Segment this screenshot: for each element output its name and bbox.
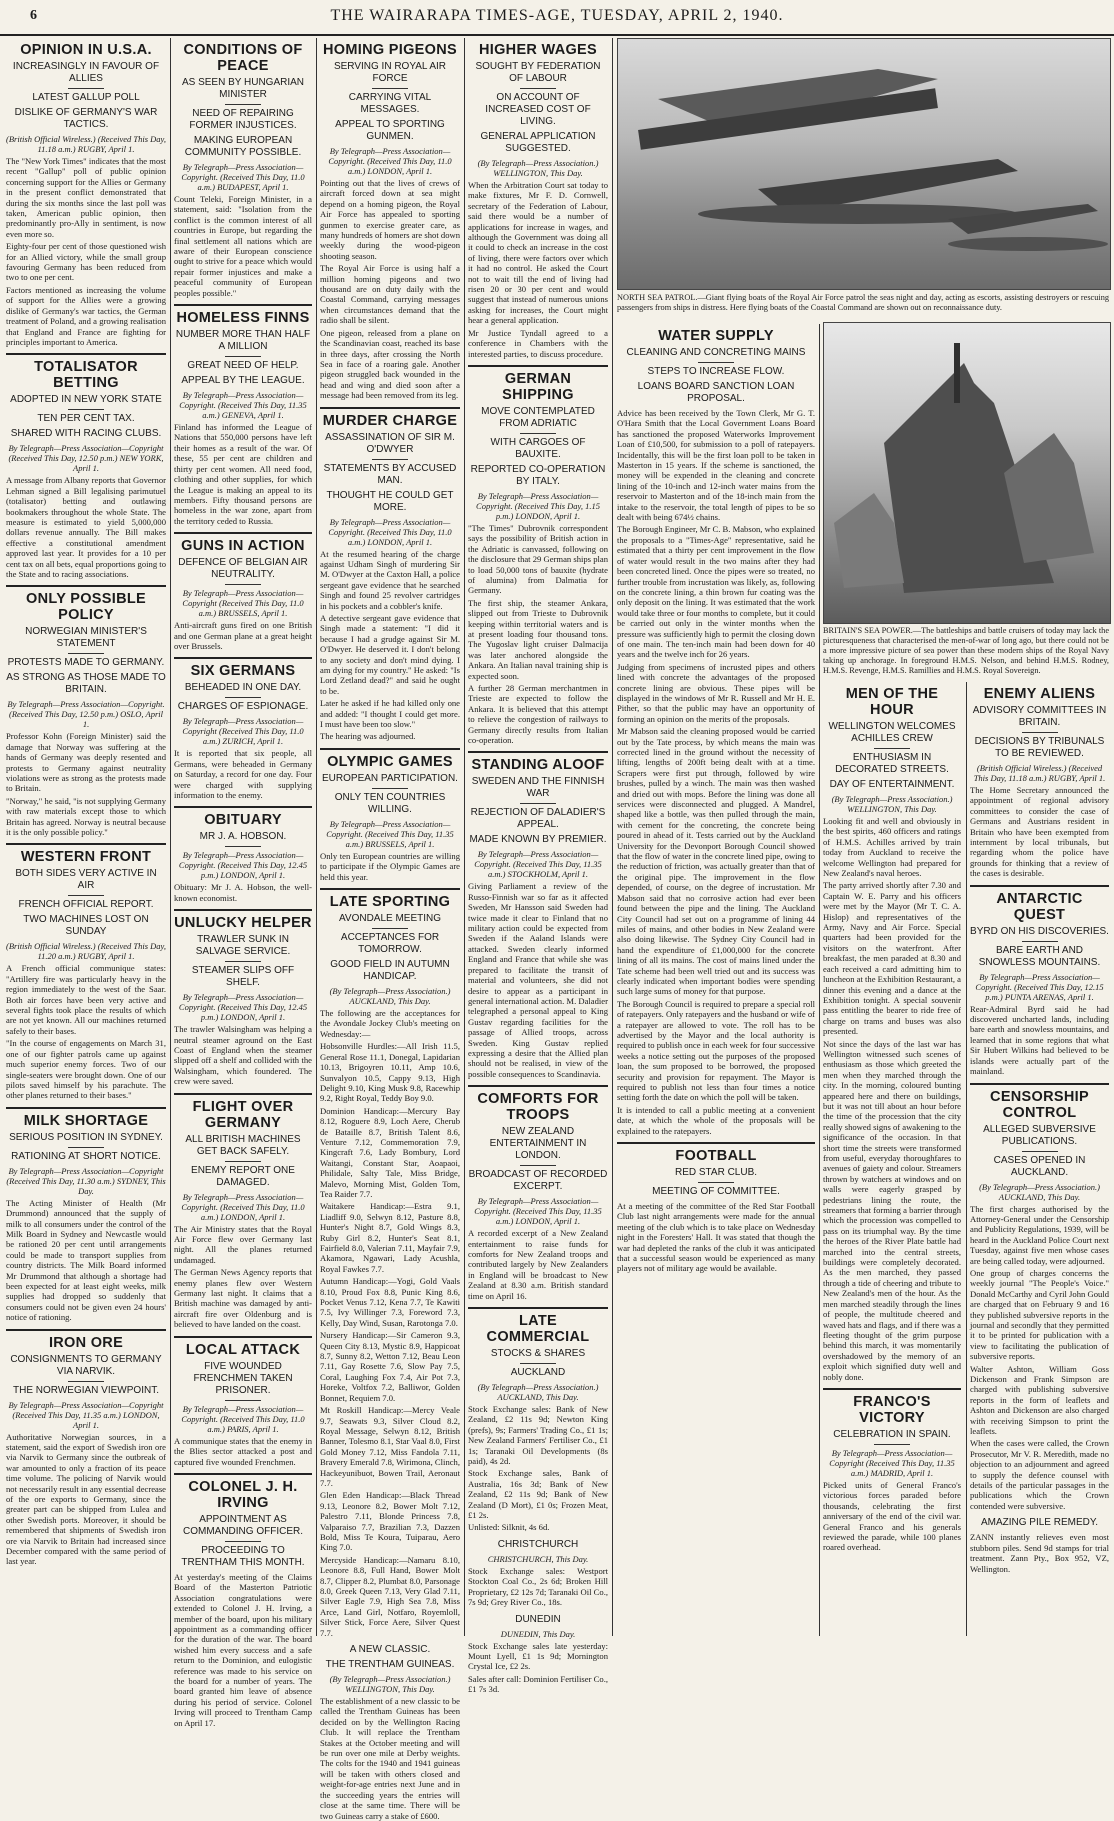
body-paragraph: Giving Parliament a review of the Russo-Finnish war so far as it affected Sweden, Mr Hansson said Sweden had twice made it clear to Finland that no military action could be expected from Sweden if the Aaland Islands were attacked. Sweden clearly informed England and France that while she was prepared to facilitate the transit of material and volunteers, she did not desire to appear as a participant in general international action. M. Daladier telegraphed a personal appeal to King Gustav regarding facilities for the passage of Allied troops, across Sweden. King Gustav replied expressing a desire that the Allied plan should not be realised, in view of the possible consequences to Scandinavia. bbox=[468, 881, 608, 1079]
dateline: By Telegraph—Press Association—Copyright. (Received This Day, 11.35 a.m.) GENEVA, April 1. bbox=[179, 390, 307, 421]
headline: LOCAL ATTACK bbox=[174, 1336, 312, 1358]
divider bbox=[225, 1541, 261, 1542]
dateline: (By Telegraph—Press Association.) AUCKLAND, This Day. bbox=[477, 1382, 599, 1402]
subheadline: DEFENCE OF BELGIAN AIR NEUTRALITY. bbox=[178, 557, 308, 581]
subheadline: WITH CARGOES OF BAUXITE. bbox=[490, 436, 586, 460]
divider bbox=[68, 653, 104, 654]
subheadline: ONLY TEN COUNTRIES WILLING. bbox=[334, 791, 446, 815]
subheadline: CHARGES OF ESPIONAGE. bbox=[177, 701, 309, 713]
body-paragraph: It is reported that six people, all Germans, were beheaded in Germany on Saturday, a record for one day. Four were charged with supplying information to the enemy. bbox=[174, 748, 312, 800]
headline: HOMELESS FINNS bbox=[174, 304, 312, 326]
subheadline: GOOD FIELD IN AUTUMN HANDICAP. bbox=[330, 959, 450, 983]
body-paragraph: Not since the days of the last war has Wellington witnessed such scenes of enthusiasm as those which greeted the men when they marched through the city. In the morning, coloured bunting appeared here and there on buildings, but it was not till about an hour before the time of the procession that the city really showed signs of awakening to the significance of the occasion. In that short time the streets were transformed from useful, everyday thoroughfares to avenues of gaiety and colour. Streamers thrown by watchers at windows and on walls were eagerly grasped by pedestrians lining the route, the streamers that forming a barrier through which the procession was compelled to pass on its triumphal way. By the time the heroes of the River Plate battle had marched into the central streets, buildings were completely decorated. As the men marched, they passed through a tide of cheering and tribute to New Zealand's men of the hour. As the men marched steadily through the lines of people, the multitude cheered and waved hats and flags, and if there was a fleeting thought of the grim purpose behind this march, it was momentarily overshadowed by the memory of an exploit which signified duty well and nobly done. bbox=[823, 1038, 961, 1382]
dateline: By Telegraph—Press Association—Copyright (Received This Day, 11.0 a.m.) BRUSSELS, April 1. bbox=[182, 588, 304, 619]
page-number: 6 bbox=[30, 8, 37, 23]
subheadline: SHARED WITH RACING CLUBS. bbox=[10, 428, 162, 440]
article-local-attack bbox=[174, 1336, 312, 1467]
photo-caption-flying-boats: NORTH SEA PATROL.—Giant flying boats of the Royal Air Force patrol the seas night and day, acting as escorts, assisting destroyers or rescuing passengers from ships in distress. Here flying boats of the Coastal Command are shown out on reconnaissance duty. bbox=[617, 293, 1109, 312]
body-paragraph: Count Teleki, Foreign Minister, in a statement, said: "Isolation from the conflict is the common interest of all countries in Europe, but regarding the final settlement all nations which are aware of their European conscience ought to strive for a peace which would repair former injustices and make a peaceful community of European peoples possible." bbox=[174, 194, 312, 298]
subheadline: CASES OPENED IN AUCKLAND. bbox=[993, 1154, 1086, 1178]
body-paragraph: Mr Justice Tyndall agreed to a conference in Chambers with the interested parties, to discuss procedure. bbox=[468, 327, 608, 359]
column-rule bbox=[966, 682, 967, 1636]
divider bbox=[372, 459, 408, 460]
body-paragraph: Obituary: Mr J. A. Hobson, the well-known economist. bbox=[174, 882, 312, 903]
column-7 bbox=[970, 682, 1109, 1636]
photo-caption-battleships: BRITAIN'S SEA POWER.—The battleships and battle cruisers of today may lack the picturesqueness that characterised the men-of-war of long ago, but there could not be a more impressive picture of sea power than these modern ships of the Royal Navy taking up anchorage. In foreground H.M.S. Nelson, and behind H.M.S. Rodney, H.M.S. Revenge, H.M.S. Ramillies and H.M.S. Royal Sovereign. bbox=[823, 626, 1109, 675]
subheadline: AMAZING PILE REMEDY. bbox=[980, 1517, 1099, 1529]
subheadline: FIVE WOUNDED FRENCHMEN TAKEN PRISONER. bbox=[193, 1360, 293, 1396]
article-standing-aloof bbox=[468, 751, 608, 1079]
divider bbox=[225, 584, 261, 585]
headline: ONLY POSSIBLE POLICY bbox=[6, 585, 166, 623]
body-paragraph: Sales after call: Dominion Fertiliser Co., £1 7s 3d. bbox=[468, 1673, 608, 1695]
body-paragraph: Rear-Admiral Byrd said he had discovered uncharted lands, including bare earth and snowless mountains, and learned that in some regions that what Sir Hubert Wilkins had believed to be islands were actually part of the mainland. bbox=[970, 1003, 1109, 1077]
flying-boats-illustration bbox=[618, 39, 1110, 289]
dateline: (British Official Wireless.) (Received This Day, 11.20 a.m.) RUGBY, April 1. bbox=[6, 941, 166, 962]
divider bbox=[225, 697, 261, 698]
body-paragraph: The party arrived shortly after 7.30 and Captain W. E. Parry and his officers were met by the Mayor (Mr T. C. A. Hislop) and representatives of the Army, Navy and Air Force. Special quarters had been provided for the visitors on the waterfront. After breakfast, the men paraded at 8.30 and each received a card admitting him to luncheon at the Exhibition Restaurant, a dinner this evening and a dance at the Exhibition tonight. A special souvenir pass entitling the bearer to ride free of charge on trams and buses was also presented. bbox=[823, 880, 961, 1037]
article-late-sporting bbox=[320, 888, 460, 1638]
body-paragraph: A recorded excerpt of a New Zealand entertainment to raise funds for comforts for New Zealand troops and contributed largely by New Zealanders in England will be broadcast to New Zealand at 8.30 a.m. British standard time on April 16. bbox=[468, 1228, 608, 1301]
body-paragraph: At a meeting of the committee of the Red Star Football Club last night arrangements were made for the annual meeting of the club which is to take place on Wednesday night in the Foresters' Hall. It was stated that though the war had depleted the ranks of the club it was anticipated that a successful season would be experienced as many players not of military age would be available. bbox=[617, 1201, 815, 1274]
article-water-supply bbox=[617, 328, 815, 1136]
dateline: By Telegraph—Press Association—Copyright. (Received This Day, 11.35 a.m.) STOCKHOLM, April 1. bbox=[474, 849, 602, 880]
dateline: (By Telegraph—Press Association.) AUCKLAND, This Day. bbox=[979, 1181, 1100, 1202]
subheadline: AS STRONG AS THOSE MADE TO BRITAIN. bbox=[6, 672, 166, 696]
body-paragraph: When the cases were called, the Crown Prosecutor, Mr V. R. Meredith, made no objection to an adjournment and agreed to supply the defence counsel with details of the particular passages in the publications which the Crown contended were subversive. bbox=[970, 1438, 1109, 1511]
body-paragraph: Unlisted: Silknit, 4s 6d. bbox=[468, 1522, 550, 1533]
article-obituary bbox=[174, 806, 312, 903]
dateline: By Telegraph—Press Association—Copyright. (Received This Day, 12.15 p.m.) PUNTA ARENAS, April 1. bbox=[975, 971, 1104, 1002]
subheadline: AUCKLAND bbox=[510, 1367, 566, 1378]
subheadline: ON ACCOUNT OF INCREASED COST OF LIVING. bbox=[485, 92, 591, 127]
subheadline: A NEW CLASSIC. bbox=[349, 1644, 431, 1656]
article-opinion-in-u-s-a bbox=[6, 42, 166, 347]
column-6 bbox=[823, 682, 961, 1636]
subheadline: BOTH SIDES VERY ACTIVE IN AIR bbox=[15, 868, 157, 892]
body-paragraph: The Borough Engineer, Mr C. B. Mabson, who explained the proposals to a "Times-Age" representative, said he estimated that a thirty per cent improvement in the flow of water would result in the two mains after they had been concreted lined. Once the pipes were so treated, no further trouble from incrustation was likely, as, following on the concrete lining, a thin brown fur coating was the only deposit on the lining. It was estimated that the work would take three or four months to complete, but it could be carried out only in the winter months when the pressure was sufficiently high to permit the closing down of one main. The ten-inch main had been down for 40 years and the twelve inch for 26 years. bbox=[617, 524, 815, 660]
subheadline: THE NORWEGIAN VIEWPOINT. bbox=[13, 1384, 159, 1396]
subheadline: WELLINGTON WELCOMES ACHILLES CREW bbox=[828, 721, 956, 744]
dateline: By Telegraph—Press Association—Copyright. (Received This Day, 12.45 p.m.) LONDON, April 1. bbox=[178, 850, 308, 881]
photo-battleships bbox=[823, 322, 1111, 624]
headline: WESTERN FRONT bbox=[6, 843, 166, 865]
body-paragraph: Stock Exchange sales late yesterday: Mount Lyell, £1 1s 9d; Mornington Crystal Ice, £2 2s. bbox=[468, 1640, 608, 1672]
divider bbox=[1022, 941, 1058, 942]
body-paragraph: The trawler Walsingham was helping a neutral steamer aground on the East Coast of England when the steamer slipped off a shelf and collided with the Walsingham, which foundered. The crew were saved. bbox=[174, 1024, 312, 1087]
divider bbox=[874, 1444, 910, 1445]
subheadline: MAKING EUROPEAN COMMUNITY POSSIBLE. bbox=[184, 135, 302, 158]
column-2 bbox=[174, 38, 312, 1728]
article-totalisator-betting bbox=[6, 353, 166, 579]
subheadline: ASSASSINATION OF SIR M. O'DWYER bbox=[325, 431, 455, 455]
column-rule bbox=[819, 324, 820, 1636]
headline: HIGHER WAGES bbox=[479, 42, 597, 58]
dateline: (By Telegraph—Press Association.) WELLINGTON, This Day. bbox=[329, 1674, 451, 1695]
divider bbox=[1022, 1151, 1058, 1152]
body-paragraph: The Home Secretary announced the appointment of regional advisory committees to consider the case of Germans and Austrians resident in Britain who have been exempted from internment by local tribunals, but regarding whom the police have grounds for thinking that a review of the cases is desirable. bbox=[970, 785, 1109, 879]
divider bbox=[520, 803, 556, 804]
divider bbox=[68, 88, 104, 89]
subheadline: MR J. A. HOBSON. bbox=[199, 831, 287, 843]
subheadline: ALL BRITISH MACHINES GET BACK SAFELY. bbox=[185, 1133, 301, 1157]
article-continued bbox=[468, 1614, 608, 1695]
subheadline: BYRD ON HIS DISCOVERIES. bbox=[970, 925, 1109, 937]
dateline: (British Official Wireless.) (Received This Day, 11.18 a.m.) RUGBY, April 1. bbox=[6, 134, 166, 154]
body-paragraph: A French official communique states: "Artillery fire was particularly heavy in the region immediately to the west of the Saar. Both air forces have been very active and several fights took place the results of which are not yet known. All our machines returned safely to their bases. bbox=[6, 963, 166, 1036]
dateline: By Telegraph—Press Association—Copyright. (Received This Day, 11.0 a.m.) LONDON, April 1. bbox=[181, 1191, 305, 1222]
article-six-germans bbox=[174, 657, 312, 800]
subheadline: NORWEGIAN MINISTER'S STATEMENT bbox=[25, 626, 147, 650]
body-paragraph: Finland has informed the League of Nations that 550,000 persons have left their homes as a result of the war. Of these, 55 per cent are children and thirty per cent women. All need food, clothing and other supplies, for which the League is making an appeal to its members. Fifty thousand persons are homeless in the war zone, apart from the territory ceded to Russia. bbox=[174, 422, 312, 526]
article-milk-shortage bbox=[6, 1107, 166, 1323]
body-paragraph: A further 28 German merchantmen in Trieste are expected to follow the Ankara. It is believed that this attempt to relieve the congestion of railways to Germany directly results from Italian co-operation. bbox=[468, 683, 608, 746]
headline: GERMAN SHIPPING bbox=[468, 365, 608, 403]
subheadline: APPOINTMENT AS COMMANDING OFFICER. bbox=[183, 1513, 303, 1537]
column-rule bbox=[464, 38, 465, 1636]
headline: OPINION IN U.S.A. bbox=[20, 42, 152, 58]
body-paragraph: The German News Agency reports that enemy planes flew over Western Germany last night. It claims that a British machine was damaged by anti-aircraft fire over Oldenburg and is believed to have landed on the coast. bbox=[174, 1267, 312, 1330]
body-paragraph: Autumn Handicap:—Yogi, Gold Vaals 8.10, Proud Fox 8.8, Punic King 8.6, Pocket Venus 7.12, Kena 7.7, Te Kawiti 7.5, Ivy Willinger 7.3, Foreword 7.3, Kelly, Day Wind, Susan, Rarotonga 7.0. bbox=[320, 1276, 460, 1328]
dateline: (British Official Wireless.) (Received This Day, 11.18 a.m.) RUGBY, April 1. bbox=[973, 763, 1106, 783]
subheadline: APPEAL TO SPORTING GUNMEN. bbox=[335, 119, 445, 142]
body-paragraph: Judging from specimens of incrusted pipes and others lined with concrete the advantages of the proposed concrete lining are obvious. These pipes will be displayed in the windows of Mr R. Russell and Mr H. E. Pither, so that the public may have an opportunity of forming an opinion on the merits of the proposals. bbox=[617, 661, 815, 724]
body-paragraph: One group of charges concerns the weekly journal "The People's Voice." Donald McCarthy and Cyril John Gould are charged that on February 9 and 16 they published subversive reports in the journal and secondly that they permitted it to be printed for publication with a view to facilitating the publication of subversive reports. bbox=[970, 1267, 1109, 1362]
body-paragraph: "The Times" Dubrovnik correspondent says the possibility of British action in the Adriatic is canvassed, following on the disclosure that 29 German ships plan to load 50,000 tons of bauxite (hydrate of alumina) from Dalmatia for Germany. bbox=[468, 522, 608, 596]
headline: LATE COMMERCIAL bbox=[468, 1307, 608, 1345]
article-colonel-j-h-irving bbox=[174, 1473, 312, 1728]
subheadline: BARE EARTH AND SNOWLESS MOUNTAINS. bbox=[978, 944, 1101, 968]
article-homing-pigeons bbox=[320, 42, 460, 401]
subheadline: CARRYING VITAL MESSAGES. bbox=[348, 92, 432, 115]
article-higher-wages bbox=[468, 42, 608, 359]
subheadline: CHRISTCHURCH bbox=[497, 1538, 579, 1550]
article-censorship-control bbox=[970, 1083, 1109, 1512]
dateline: DUNEDIN, This Day. bbox=[500, 1628, 576, 1639]
headline: MURDER CHARGE bbox=[320, 407, 460, 429]
subheadline: REPORTED CO-OPERATION BY ITALY. bbox=[470, 463, 606, 487]
headline: FRANCO'S VICTORY bbox=[823, 1388, 961, 1426]
dateline: By Telegraph—Press Association—Copyright. (Received This Day, 11.0 a.m.) BUDAPEST, April 1. bbox=[181, 162, 305, 192]
body-paragraph: A detective sergeant gave evidence that Singh made a statement: "I did it because I had a grudge against Sir M. O'Dwyer. He deserved it. I don't belong to any society and don't mind dying. I am dying for my country." He asked: "Is Lord Zetland dead?" and said he ought to be. bbox=[320, 612, 460, 696]
body-paragraph: The hearing was adjourned. bbox=[320, 731, 416, 742]
headline: HOMING PIGEONS bbox=[323, 42, 457, 58]
article-continued bbox=[320, 1644, 460, 1821]
article-flight-over-germany bbox=[174, 1093, 312, 1330]
subheadline: INCREASINGLY IN FAVOUR OF ALLIES bbox=[12, 61, 160, 84]
divider bbox=[225, 961, 261, 962]
subheadline: EUROPEAN PARTICIPATION. bbox=[322, 772, 458, 784]
dateline: By Telegraph—Press Association—Copyright. (Received This Day, 1.15 p.m.) LONDON, April 1. bbox=[476, 490, 600, 521]
headline: WATER SUPPLY bbox=[658, 328, 774, 344]
subheadline: STATEMENTS BY ACCUSED MAN. bbox=[323, 462, 457, 486]
subheadline: ENEMY REPORT ONE DAMAGED. bbox=[191, 1164, 295, 1188]
body-paragraph: The first ship, the steamer Ankara, slipped out from Trieste to Dubrovnik keeping within territorial waters and is at present loading four thousand tons. The Yugoslav light cruiser Dalmacija was later anchored alongside the Ankara. An Italian naval training ship is expected soon. bbox=[468, 597, 608, 681]
subheadline: LATEST GALLUP POLL bbox=[32, 92, 140, 103]
body-paragraph: "Norway," he said, "is not supplying Germany with raw materials except those to which Britain has agreed. Norway is neutral because it is the only possible policy." bbox=[6, 795, 166, 838]
body-paragraph: The "New York Times" indicates that the most recent "Gallup" poll of public opinion concerning support for the Allies or Germany in the present conflict demonstrated that during the six months since the last poll was taken, American public opinion, then predominantly pro-Ally in sentiment, is now even more so. bbox=[6, 156, 166, 239]
subheadline: THOUGHT HE COULD GET MORE. bbox=[326, 489, 454, 513]
headline: UNLUCKY HELPER bbox=[174, 909, 312, 931]
subheadline: AVONDALE MEETING bbox=[338, 913, 442, 925]
subheadline: THE TRENTHAM GUINEAS. bbox=[325, 1659, 455, 1671]
body-paragraph: The Royal Air Force is using half a million homing pigeons and two thousand are on duty daily with the Coastal Command, carrying messages when circumstances demand that the radio shall be silent. bbox=[320, 263, 460, 326]
subheadline: MEETING OF COMMITTEE. bbox=[652, 1186, 780, 1198]
article-homeless-finns bbox=[174, 304, 312, 526]
subheadline: ACCEPTANCES FOR TOMORROW. bbox=[340, 932, 440, 956]
dateline: By Telegraph—Press Association—Copyright (Received This Day, 12.50 p.m.) NEW YORK, April 1. bbox=[8, 443, 164, 474]
body-paragraph: Later he asked if he had killed only one and added: "I thought I could get more. I must have been too slow." bbox=[320, 698, 460, 730]
body-paragraph: The first charges authorised by the Attorney-General under the Censorship and Publicity Regulations, 1939, will be heard in the Auckland Police Court next Tuesday, against five men whose cases are being called today, were adjourned. bbox=[970, 1203, 1109, 1266]
article-men-of-the-hour bbox=[823, 686, 961, 1382]
subheadline: BEHEADED IN ONE DAY. bbox=[184, 682, 302, 694]
column-rule bbox=[316, 38, 317, 1636]
headline: LATE SPORTING bbox=[320, 888, 460, 910]
divider bbox=[225, 356, 261, 357]
subheadline: ALLEGED SUBVERSIVE PUBLICATIONS. bbox=[983, 1123, 1096, 1147]
body-paragraph: Authoritative Norwegian sources, in a statement, said the export of Swedish iron ore via Narvik to Germany since the outbreak of war amounted to only a fraction of its peace time volume. The policing of Narvik would not necessarily result in any essential decrease of the ore exports to Germany, since the greater part can be shipped from Lulea and other Swedish ports. Moreover, it should be remembered that shipments of Swedish iron ore via Narvik to Britain had increased since December compared with the same period of last year. bbox=[6, 1431, 166, 1567]
article-guns-in-action bbox=[174, 532, 312, 651]
headline: COMFORTS FOR TROOPS bbox=[468, 1085, 608, 1123]
subheadline: STEPS TO INCREASE FLOW. bbox=[647, 366, 785, 377]
divider bbox=[520, 1363, 556, 1364]
divider bbox=[520, 88, 556, 89]
column-rule bbox=[612, 38, 613, 1636]
subheadline: CELEBRATION IN SPAIN. bbox=[833, 1428, 951, 1440]
column-4 bbox=[468, 38, 608, 1695]
dateline: By Telegraph—Press Association—Copyright. (Received This Day, 11.0 a.m.) PARIS, April 1. bbox=[181, 1403, 305, 1434]
article-enemy-aliens bbox=[970, 686, 1109, 879]
body-paragraph: "In the course of engagements on March 31, one of our fighter patrols came up against much superior enemy forces. Two of our single-seaters were brought down. One of our pilots saved himself by his parachute. The other planes returned to their bases." bbox=[6, 1038, 166, 1101]
divider bbox=[698, 362, 734, 363]
battleships-illustration bbox=[824, 323, 1110, 623]
body-paragraph: Mercyside Handicap:—Namaru 8.10, Leonore 8.8, Full Hand, Bower Molt 8.7, Clipper 8.2, Plumbat 8.0, Parsonage 8.0, Greek Queen 7.13, Very Glad 7.11, Silver Eagle 7.9, High Sea 7.8, Miss Arce, Land Girl, Notfaro, Royemloll, Silver Stick, Force Aere, Silver Quest 7.7. bbox=[320, 1554, 460, 1638]
subheadline: PROTESTS MADE TO GERMANY. bbox=[7, 657, 165, 669]
dateline: By Telegraph—Press Association—Copyright (Received This Day, 11.35 a.m.) MADRID, April 1. bbox=[829, 1447, 955, 1478]
subheadline: MOVE CONTEMPLATED FROM ADRIATIC bbox=[481, 405, 595, 429]
headline: STANDING ALOOF bbox=[468, 751, 608, 773]
body-paragraph: At the resumed hearing of the charge against Udham Singh of murdering Sir M. O'Dwyer at the Caxton Hall, a police sergeant gave evidence that he searched Singh and found 25 revolver cartridges in his pockets and a cobbler's knife. bbox=[320, 548, 460, 611]
body-paragraph: Hobsonville Hurdles:—All Irish 11.5, General Rose 11.1, Donegal, Lapidarian 10.13, Brigoyren 10.11, Amp 10.6, Sunvalyon 10.5, Cappy 9.13, High Delight 9.10, King Musk 9.8, Racewhip 9.2, Right Royal, Teddy Boy 9.0. bbox=[320, 1041, 460, 1104]
body-paragraph: It is intended to call a public meeting at a convenient date, at which the whole of the proposals will be explained to the ratepayers. bbox=[617, 1104, 815, 1136]
subheadline: ENTHUSIASM IN DECORATED STREETS. bbox=[835, 752, 949, 775]
dateline: By Telegraph—Press Association—Copyright. (Received This Day, 12.50 p.m.) OSLO, April 1. bbox=[7, 699, 165, 730]
article-olympic-games bbox=[320, 748, 460, 882]
body-paragraph: Pointing out that the lives of crews of aircraft forced down at sea might depend on a homing pigeon, the Royal Air Force has appealed to sporting gunmen to exercise greater care, as many hundreds of homers are shot down weekly during the wood-pigeon shooting season. bbox=[320, 178, 460, 261]
article-antarctic-quest bbox=[970, 885, 1109, 1077]
divider bbox=[520, 433, 556, 434]
subheadline: NEED OF REPAIRING FORMER INJUSTICES. bbox=[189, 108, 297, 131]
headline: CONDITIONS OF PEACE bbox=[183, 42, 303, 74]
headline: CENSORSHIP CONTROL bbox=[970, 1083, 1109, 1121]
subheadline: PROCEEDING TO TRENTHAM THIS MONTH. bbox=[181, 1544, 305, 1568]
subheadline: DISLIKE OF GERMANY'S WAR TACTICS. bbox=[14, 107, 158, 130]
subheadline: TEN PER CENT TAX. bbox=[37, 413, 135, 425]
divider bbox=[68, 895, 104, 896]
divider bbox=[698, 1182, 734, 1183]
divider bbox=[520, 1165, 556, 1166]
dateline: (By Telegraph—Press Association.) AUCKLAND, This Day. bbox=[329, 986, 451, 1007]
dateline: By Telegraph—Press Association—Copyright (Received This Day, 11.0 a.m.) ZURICH, April 1. bbox=[182, 716, 304, 747]
subheadline: ADOPTED IN NEW YORK STATE bbox=[10, 394, 162, 406]
subheadline: AS SEEN BY HUNGARIAN MINISTER bbox=[181, 77, 305, 100]
body-paragraph: Glen Eden Handicap:—Black Thread 9.13, Leonore 8.2, Bower Molt 7.12, Palestro 7.11, Blonde Princess 7.8, Valparaiso 7.7, Brazilian 7.3, Dazzen Bold, Miss Te Koura, Tuiparau, Aero King 7.0. bbox=[320, 1490, 460, 1553]
article-football bbox=[617, 1142, 815, 1274]
body-paragraph: A communique states that the enemy in the Blies sector attacked a post and captured five wounded Frenchmen. bbox=[174, 1435, 312, 1467]
subheadline: NUMBER MORE THAN HALF A MILLION bbox=[175, 329, 311, 353]
body-paragraph: Only ten European countries are willing to participate if the Olympic Games are held this year. bbox=[320, 850, 460, 882]
headline: OBITUARY bbox=[174, 806, 312, 828]
subheadline: LOANS BOARD SANCTION LOAN PROPOSAL. bbox=[637, 381, 795, 404]
subheadline: SWEDEN AND THE FINNISH WAR bbox=[471, 776, 605, 800]
headline: ANTARCTIC QUEST bbox=[970, 885, 1109, 923]
subheadline: CLEANING AND CONCRETING MAINS bbox=[626, 347, 806, 358]
divider bbox=[225, 846, 261, 847]
divider bbox=[372, 88, 408, 89]
body-paragraph: Factors mentioned as increasing the volume of support for the Allies were a growing dislike of Germany's war tactics, the German treatment of Poland, and a growing realisation that England and France are fighting for principles important to America. bbox=[6, 284, 166, 347]
subheadline: DECISIONS BY TRIBUNALS TO BE REVIEWED. bbox=[974, 736, 1105, 759]
dateline: By Telegraph—Press Association—Copyright. (Received This Day, 11.35 a.m.) BRUSSELS, April 1. bbox=[326, 818, 454, 849]
divider bbox=[1022, 732, 1058, 733]
dateline: By Telegraph—Press Association—Copyright (Received This Day, 11.30 a.m.) SYDNEY, This Day. bbox=[6, 1165, 166, 1196]
article-german-shipping bbox=[468, 365, 608, 746]
body-paragraph: The following are the acceptances for the Avondale Jockey Club's meeting on Wednesday:— bbox=[320, 1008, 460, 1039]
dateline: (By Telegraph—Press Association.) WELLINGTON, This Day. bbox=[831, 794, 953, 814]
headline: ENEMY ALIENS bbox=[983, 686, 1096, 702]
body-paragraph: A message from Albany reports that Governor Lehman signed a Bill legalising parimutuel (totalisator) betting and outlawing bookmakers throughout the whole State. The measure is estimated to yield 5,000,000 dollars revenue annually. The Bill makes effective a constitutional amendment approved last year. It provides for a 10 per cent tax on all bets, equal proportions going to the State and to racing associations. bbox=[6, 475, 166, 579]
headline: FLIGHT OVER GERMANY bbox=[174, 1093, 312, 1131]
body-paragraph: Nursery Handicap:—Sir Cameron 9.3, Queen City 8.13, Mystic 8.9, Happicoat 8.7, Sunny 8.2, Wetton 7.12, Beau Leon 7.11, Gay Rosette 7.6, Slow Pay 7.5, Coral, Laughing Fox 7.4, Air Pot 7.3, Horeke, Voltfox 7.2, Balliwor, Golden Bonnet, Requiem 7.0. bbox=[320, 1330, 460, 1403]
headline: MEN OF THE HOUR bbox=[845, 686, 939, 718]
body-paragraph: The Borough Council is required to prepare a special roll of ratepayers. Only ratepayers and the husband or wife of a ratepayer are allowed to vote. The roll has to be advertised by the Mayor and the local authority is required to publish once in each week for four successive weeks a notice setting out the purposes of the proposed loan, the sum proposed to be borrowed, the proposed security and provision for repayment. The Mayor is required to publish not less than four times a notice setting forth the date on which the poll will be taken. bbox=[617, 998, 815, 1103]
body-paragraph: Waitakere Handicap:—Estra 9.1, Liadliff 9.0, Selwyn 8.12, Pasture 8.8, Hunter's Night 8.7, Gold Wings 8.3, Ruby Girl 8.2, Hunter's Seat 8.1, Fairfield 8.0, Valerian 7.11, Mayfair 7.9, Akamora, Ngawari, Lady Acushla, Royal Fawkes 7.7. bbox=[320, 1201, 460, 1274]
body-paragraph: Stock Exchange sales, Bank of Australia, 16s 3d; Bank of New Zealand, £2 11s 9d; Bank of New Zealand (D Mort), £1 0s; Frozen Meat, £1 2s. bbox=[468, 1468, 608, 1521]
subheadline: BROADCAST OF RECORDED EXCERPT. bbox=[468, 1169, 608, 1193]
body-paragraph: Eighty-four per cent of those questioned wish for an Allied victory, while the small group favouring Germany has been reduced from two to one per cent. bbox=[6, 241, 166, 283]
dateline: By Telegraph—Press Association—Copyright. (Received This Day, 11.0 a.m.) LONDON, April 1. bbox=[328, 516, 452, 547]
subheadline: DUNEDIN bbox=[515, 1613, 561, 1625]
divider bbox=[68, 1147, 104, 1148]
subheadline: FRENCH OFFICIAL REPORT. bbox=[18, 899, 154, 911]
article-only-possible-policy bbox=[6, 585, 166, 837]
article-unlucky-helper bbox=[174, 909, 312, 1086]
article-western-front bbox=[6, 843, 166, 1100]
subheadline: DAY OF ENTERTAINMENT. bbox=[829, 779, 955, 790]
article-conditions-of-peace bbox=[174, 42, 312, 298]
subheadline: GREAT NEED OF HELP. bbox=[187, 360, 299, 372]
article-late-commercial bbox=[468, 1307, 608, 1533]
subheadline: CONSIGNMENTS TO GERMANY VIA NARVIK. bbox=[10, 1353, 162, 1377]
subheadline: ADVISORY COMMITTEES IN BRITAIN. bbox=[972, 705, 1107, 728]
column-5 bbox=[617, 324, 815, 1636]
article-continued bbox=[468, 1539, 608, 1608]
subheadline: TRAWLER SUNK IN SALVAGE SERVICE. bbox=[195, 934, 291, 958]
subheadline: APPEAL BY THE LEAGUE. bbox=[181, 375, 305, 387]
headline: FOOTBALL bbox=[617, 1142, 815, 1164]
dateline: (By Telegraph—Press Association.) WELLINGTON, This Day. bbox=[477, 158, 599, 178]
subheadline: STOCKS & SHARES bbox=[490, 1348, 586, 1359]
body-paragraph: Dominion Handicap:—Mercury Bay 8.12, Roguere 8.9, Loch Aere, Cherub de Bataille 8.7, British Talent 8.6, Venture 7.12, Commemoration 7.9, Kingcraft 7.6, Lady Bombury, Lord Waitangi, Constant Star, Aoapaoi, Philidale, Salty Tale, Miss Bridge, Malevo, Morning Mist, Golden Tom, Tea Raider 7.7. bbox=[320, 1105, 460, 1199]
body-paragraph: Advice has been received by the Town Clerk, Mr G. T. O'Hara Smith that the Local Government Loans Board has sanctioned the proposed Waterworks Improvement Loan of £10,500, for submission to a poll of ratepayers. Incidentally, this will be the first loan poll to be taken in Masterton in 15 years. If the scheme is sanctioned, the money will be expended in the cleaning and concrete lining of the 10-inch and 12-inch water mains from the reservoir to Masterton and of the 18-inch main from the intake to the reservoir, the total length of pipes to be so dealt with being 674½ chains. bbox=[617, 408, 815, 523]
body-paragraph: The Acting Minister of Health (Mr Drummond) announced that the supply of milk to all consumers under the control of the Milk Board in Sydney and Newcastle would be rationed 20 per cent until arrangements could be made to transport supplies from country districts. The Milk Board informed Mr Drummond that although a shortage had been expected for at least eight weeks, milk supplies had dropped so suddenly that consumers could not be given even 24 hours' notice of rationing. bbox=[6, 1197, 166, 1323]
subheadline: TWO MACHINES LOST ON SUNDAY bbox=[23, 914, 149, 938]
body-paragraph: The establishment of a new classic to be called the Trentham Guineas has been decided on by the Wellington Racing Club. It will replace the Trentham Stakes at the October meeting and will be run over one mile at Derby weights. The colts for the 1940 and 1941 guineas will be taken with others closed and weight-for-age entries next June and in the succeeding years the entries will close at the same time. There will be two Guineas carry a stake of £600. bbox=[320, 1696, 460, 1821]
body-paragraph: Walter Ashton, William Goss Dickenson and Frank Simpson are charged with publishing subversive reports in the form of leaflets and Ashton and Dickenson are also charged with receiving Simpson to print the leaflets. bbox=[970, 1363, 1109, 1437]
subheadline: RED STAR CLUB. bbox=[674, 1167, 758, 1179]
column-3 bbox=[320, 38, 460, 1821]
subheadline: RATIONING AT SHORT NOTICE. bbox=[11, 1150, 161, 1162]
divider bbox=[225, 1400, 261, 1401]
divider bbox=[225, 1161, 261, 1162]
dateline: By Telegraph—Press Association—Copyright. (Received This Day, 12.45 p.m.) LONDON, April 1. bbox=[178, 992, 308, 1023]
masthead bbox=[0, 0, 1114, 36]
dateline: CHRISTCHURCH, This Day. bbox=[487, 1553, 589, 1564]
subheadline: NEW ZEALAND ENTERTAINMENT IN LONDON. bbox=[489, 1126, 587, 1162]
divider bbox=[68, 409, 104, 410]
headline: SIX GERMANS bbox=[174, 657, 312, 679]
body-paragraph: When the Arbitration Court sat today to make fixtures, Mr F. D. Cornwell, secretary of the Federation of Labour, said there would be a number of applications for increase in wages, and although the Government was doing all it could to check an increase in the cost of living, there were factors over which it had no control. He asked the Court not to wait till the end of living had risen 20 or 30 per cent and would suggest that instead of numerous unions asking for increases, the Court might hear a general application. bbox=[468, 180, 608, 326]
headline: OLYMPIC GAMES bbox=[320, 748, 460, 770]
article-murder-charge bbox=[320, 407, 460, 742]
column-rule bbox=[170, 38, 171, 1636]
headline: GUNS IN ACTION bbox=[174, 532, 312, 554]
body-paragraph: Mt Roskill Handicap:—Mercy Veale 9.7, Seawats 9.3, Silver Cloud 8.2, Royal Message, Selwyn 8.12, British Banner, Tolesmo 8.1, Star Vaal 8.0, First Gold Money 7.12, Miss Fandola 7.11, Bravery Emerald 7.8, Wirimona, Clinch, Hackeyunibuot, Bowen Trail, Aeronaut 7.7. bbox=[320, 1405, 460, 1488]
subheadline: SOUGHT BY FEDERATION OF LABOUR bbox=[475, 61, 601, 84]
article-franco-s-victory bbox=[823, 1388, 961, 1553]
article-continued bbox=[970, 1517, 1109, 1574]
article-comforts-for-troops bbox=[468, 1085, 608, 1301]
body-paragraph: Professor Kohn (Foreign Minister) said the damage that Norway was suffering at the hands of Germany was deeply resented and protests to Germany against neutrality violations were as strong as the protests made to Britain. bbox=[6, 731, 166, 794]
body-paragraph: One pigeon, released from a plane on the Scandinavian coast, reached its base in three days, after crossing the North Sea in face of a roaring gale. Another pigeon struggled back wounded in the head and wing and died soon after a message had been removed from its leg. bbox=[320, 327, 460, 401]
divider bbox=[225, 104, 261, 105]
subheadline: SERVING IN ROYAL AIR FORCE bbox=[333, 61, 447, 84]
divider bbox=[68, 1381, 104, 1382]
masthead-title: THE WAIRARAPA TIMES-AGE, TUESDAY, APRIL 2, 1940. bbox=[330, 7, 784, 24]
column-1 bbox=[6, 38, 166, 1636]
divider bbox=[874, 748, 910, 749]
headline: MILK SHORTAGE bbox=[6, 1107, 166, 1129]
subheadline: REJECTION OF DALADIER'S APPEAL. bbox=[470, 807, 606, 831]
body-paragraph: Stock Exchange sales: Bank of New Zealand, £2 11s 9d; Newton King (prefs), 9s; Farmers' Trading Co., £1 1s; New Zealand Farmers' Fertiliser Co., £1 1s; Taranaki Oil Developments (8s paid), 4s 2d. bbox=[468, 1404, 608, 1467]
body-paragraph: Anti-aircraft guns fired on one British and one German plane at a great height over Brussels. bbox=[174, 620, 312, 651]
headline: COLONEL J. H. IRVING bbox=[174, 1473, 312, 1511]
body-paragraph: The Air Ministry states that the Royal Air Force flew over Germany last night. All the planes returned undamaged. bbox=[174, 1223, 312, 1265]
subheadline: GENERAL APPLICATION SUGGESTED. bbox=[480, 131, 596, 154]
subheadline: STEAMER SLIPS OFF SHELF. bbox=[191, 965, 295, 989]
divider bbox=[372, 788, 408, 789]
subheadline: MADE KNOWN BY PREMIER. bbox=[469, 834, 607, 846]
subheadline: SERIOUS POSITION IN SYDNEY. bbox=[9, 1131, 163, 1143]
dateline: By Telegraph—Press Association—Copyright. (Received This Day, 11.0 a.m.) LONDON, April 1. bbox=[328, 146, 452, 176]
body-paragraph: Picked units of General Franco's victorious forces paraded before thousands, celebrating the first anniversary of the end of the civil war. General Franco and his generals reviewed the parade, while 100 planes roared overhead. bbox=[823, 1479, 961, 1553]
photo-flying-boats bbox=[617, 38, 1111, 290]
body-paragraph: Looking fit and well and obviously in the best spirits, 460 officers and ratings of H.M.S. Achilles arrived by train today from Auckland to receive the welcome Wellington had prepared for New Zealand's naval heroes. bbox=[823, 816, 961, 879]
divider bbox=[372, 928, 408, 929]
body-paragraph: At yesterday's meeting of the Claims Board of the Masterton Patriotic Association congratulations were extended to Colonel J. H. Irving, a member of the board, upon his military appointment as a commanding officer for the duration of the war. The board wished him every success and a safe return to the Dominion, and eulogistic reference was made to his service on the board for a number of years. The board granted him leave of absence during his period of service. Colonel Irving will proceed to Trentham Camp on April 17. bbox=[174, 1571, 312, 1728]
body-paragraph: Stock Exchange sales: Westport Stockton Coal Co., 2s 6d; Broken Hill Proprietary, £2 12s 7d; Taranaki Oil Co., 7s 9d; Grey River Co., 18s. bbox=[468, 1565, 608, 1608]
dateline: By Telegraph—Press Association—Copyright (Received This Day, 11.35 a.m.) LONDON, April 1. bbox=[8, 1399, 164, 1430]
headline: TOTALISATOR BETTING bbox=[6, 353, 166, 391]
body-paragraph: ZANN instantly relieves even most stubborn piles. Send 9d stamps for trial treatment. Zann Pty., Box 952, VZ, Wellington. bbox=[970, 1532, 1109, 1574]
article-iron-ore bbox=[6, 1329, 166, 1567]
dateline: By Telegraph—Press Association—Copyright. (Received This Day, 11.35 a.m.) LONDON, April 1. bbox=[474, 1196, 602, 1227]
headline: IRON ORE bbox=[6, 1329, 166, 1351]
body-paragraph: Mr Mabson said the cleaning proposed would be carried out by the Tate process, by which means the main was corrected lined in the ground without the necessity of lifting, lengths of 200ft being dealt with at a time. Scrapers were first put through, followed by wire brushes, pulled by a winch. The main was then washed and dried out with mops. Before the lining was done all services were disconnected and plugged. A Mandrel, shaped like a bottle, was then pulled through the main, with cement for the concreting, the concrete being poured in ahead of it. Tests carried out by the Auckland University for the Devonport Borough Council showed that the flow of water in the concrete lined pipe, owing to the reduction of friction, was actually greater than that of the original pipe. The improvement in the flow depended, of course, on the degree of incrustation. Mr Mabson said that no corrosive action had ever been found between the pipe and the lining. The Auckland City Council had set out on a programme of lining 44 miles of mains, and other bodies in New Zealand were also doing likewise. The Sydney City Council had in hand the expenditure of £1,000,000 for the concrete lining of all its mains. The cost of mains lined under the Tate scheme had been well tried out and its success was clearly indicated when important bodies were spending such large sums of money for that purpose. bbox=[617, 726, 815, 997]
